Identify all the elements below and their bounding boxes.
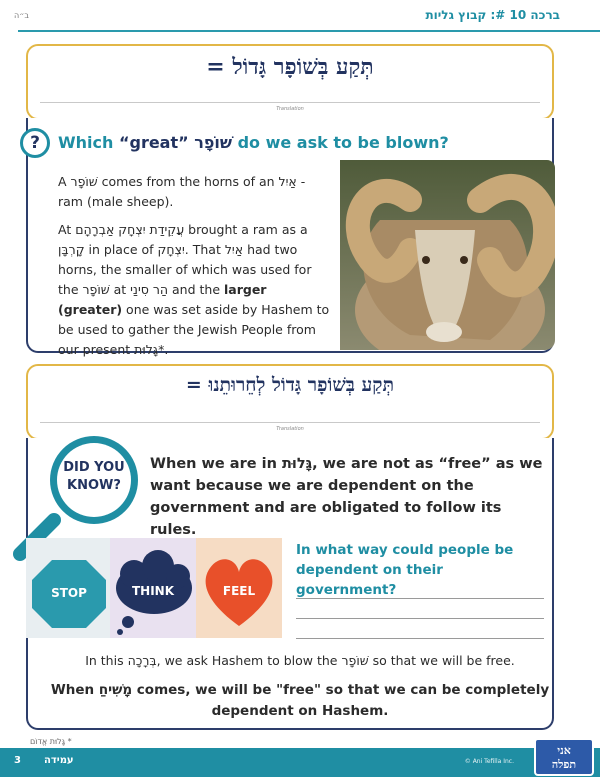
answer-line-3[interactable] bbox=[296, 638, 544, 639]
government-question: In what way could people be dependent on their government? bbox=[296, 542, 514, 598]
section1-translation-label: Translation bbox=[276, 106, 304, 112]
did-you-know-line1: DID YOU bbox=[63, 460, 125, 475]
feel-label: FEEL bbox=[222, 584, 256, 598]
paragraph-shofar-origin: A שׁוֹפָר comes from the horns of an אַיִל - ram (male sheep). bbox=[58, 174, 306, 209]
ram-illustration bbox=[340, 160, 555, 350]
paragraph-akeidah-bold: larger (greater) bbox=[58, 282, 267, 317]
section1-hebrew-title: תְּקַע בְּשׁוֹפָר גָּדוֹל = bbox=[206, 54, 374, 80]
paragraph-akeidah-part2: one was set aside by Hashem to be used to gather the Jewish People from our present גָּלוּת*. bbox=[58, 302, 330, 357]
footer-section: עמידה bbox=[44, 755, 74, 766]
section2-hebrew-title: תְּקַע בְּשׁוֹפָר גָּדוֹל לְחֵרוּתֵנוּ = bbox=[185, 374, 395, 396]
paragraph-akeidah-part1: At עֲקֵידַת יִצְחָק אַבְרָהָם brought a ram as a קָרְבָּן in place of יִצְחָק. That אַיִל had two horns, the smaller of which was used for the שׁוֹפָר at הַר סִינַי and the bbox=[58, 222, 312, 297]
stop-tile bbox=[26, 538, 112, 638]
question-heading bbox=[58, 133, 449, 152]
question-prefix: Which bbox=[58, 133, 119, 152]
lesson-title: ברכה 10 #: קבוץ גליות bbox=[425, 8, 560, 22]
logo-line2: תפלה bbox=[551, 758, 577, 771]
stop-label: STOP bbox=[51, 586, 87, 600]
feel-tile bbox=[196, 538, 282, 638]
section2-translation-line[interactable] bbox=[40, 422, 540, 423]
did-you-know-line2: KNOW? bbox=[67, 478, 121, 493]
footnote: * גָּלוּת אֱדוֹם bbox=[30, 737, 72, 746]
ani-tefilla-logo bbox=[534, 738, 594, 776]
closing-bold-statement: When מָשִׁיחַ comes, we will be "free" so that we can be completely dependent on Hashem. bbox=[50, 682, 550, 719]
did-you-know-text: When we are in גָּלוּת, we are not as “free” as we want because we are dependent on the government and are obligated to follow its rules. bbox=[150, 456, 543, 538]
paragraph-akeidah bbox=[58, 220, 334, 360]
header-rule bbox=[18, 30, 600, 32]
page-header bbox=[0, 0, 600, 34]
copyright: © Ani Tefilla Inc. bbox=[464, 758, 514, 765]
question-suffix: do we ask to be blown? bbox=[237, 133, 449, 152]
page-footer bbox=[0, 748, 600, 777]
think-tile bbox=[110, 538, 196, 638]
section2-translation-label: Translation bbox=[276, 426, 304, 432]
think-label: THINK bbox=[131, 584, 175, 598]
closing-statement: In this בְּרָכָה, we ask Hashem to blow the שׁוֹפָר so that we will be free. bbox=[85, 653, 515, 668]
logo-line1: אני bbox=[557, 744, 571, 757]
answer-line-1[interactable] bbox=[296, 598, 544, 599]
answer-line-2[interactable] bbox=[296, 618, 544, 619]
section1-translation-line[interactable] bbox=[40, 102, 540, 103]
question-mark-icon: ? bbox=[20, 128, 50, 158]
section2-title-card bbox=[26, 364, 554, 440]
question-great: “great” bbox=[118, 133, 189, 152]
page-tag: ב״ה bbox=[14, 11, 30, 20]
section1-title-card bbox=[26, 44, 554, 120]
question-shofar: שׁוֹפָר bbox=[188, 133, 238, 152]
page-number: 3 bbox=[14, 755, 21, 766]
ram-image bbox=[340, 160, 555, 350]
